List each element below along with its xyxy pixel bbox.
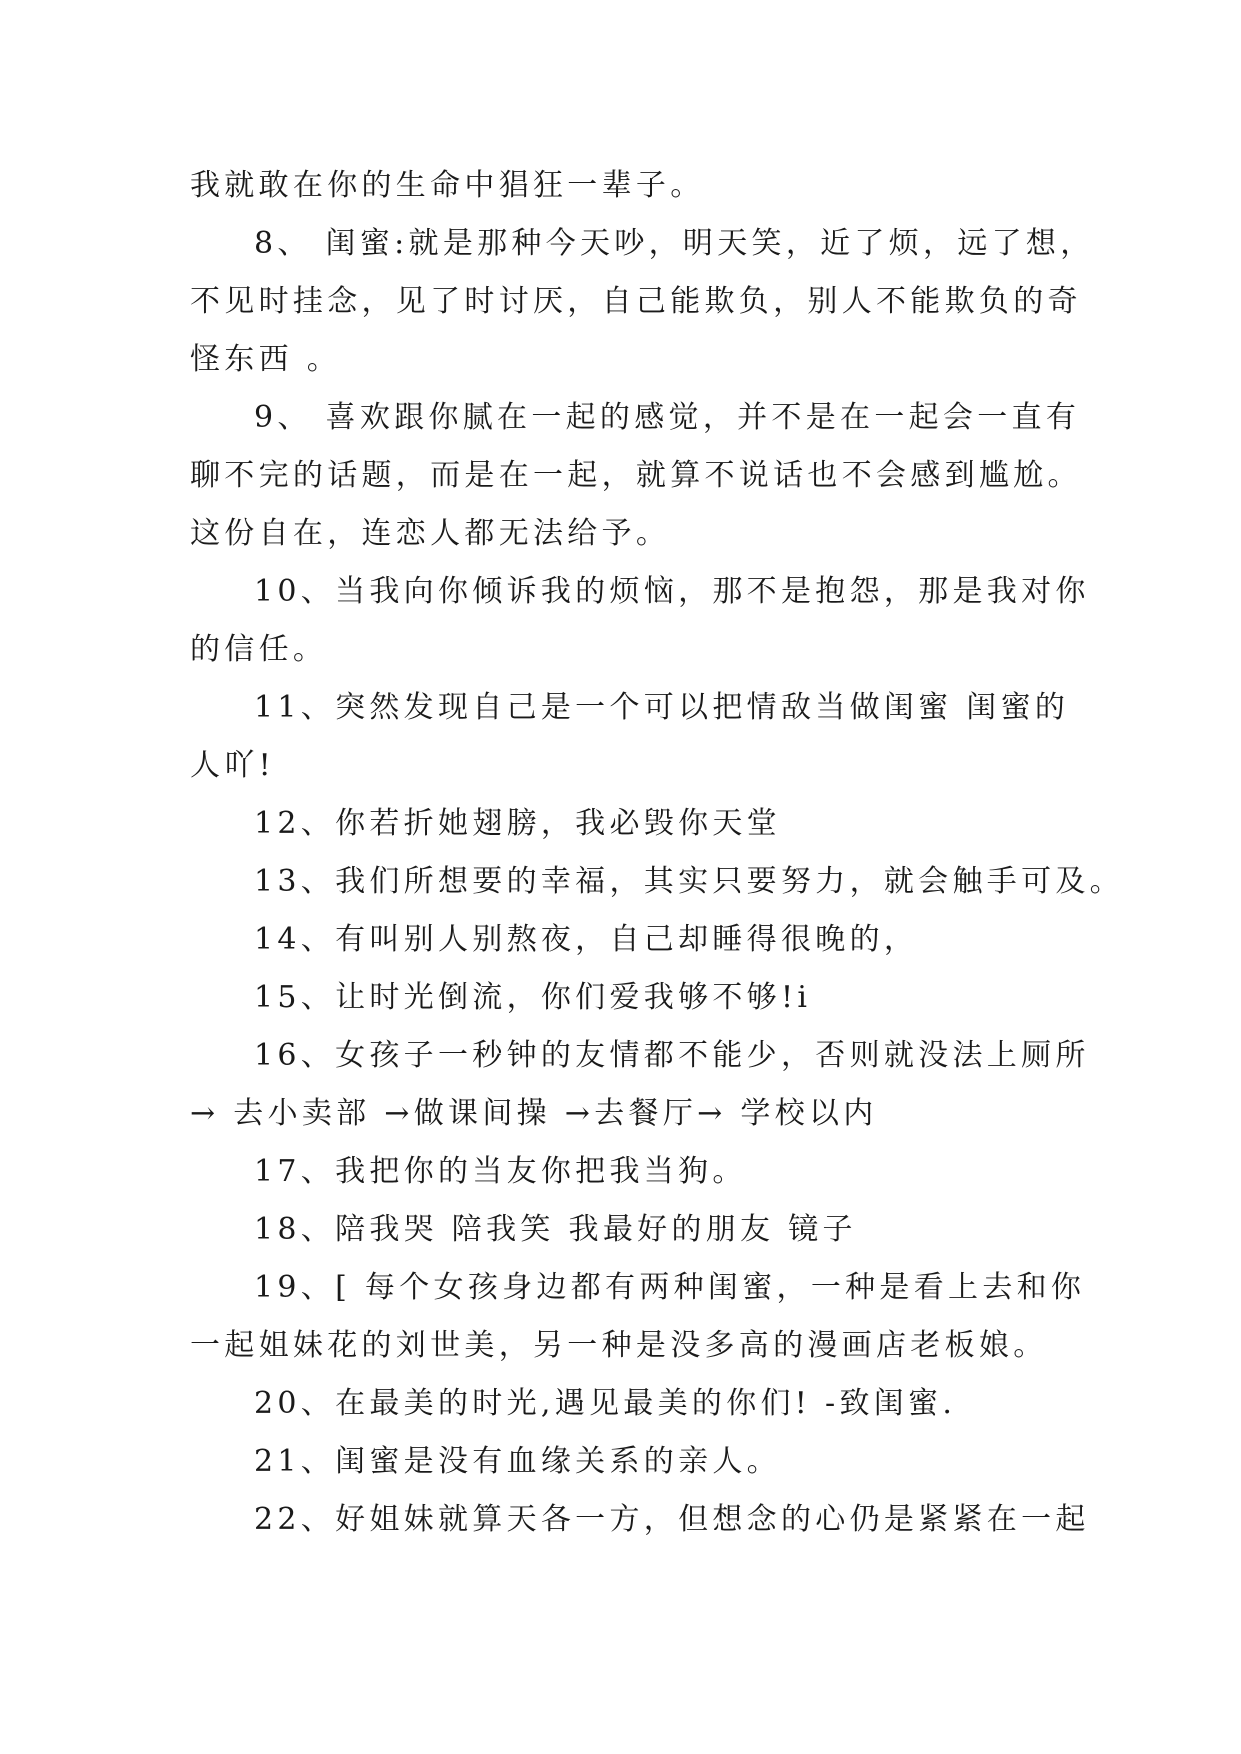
text-line: 的信任。 xyxy=(190,632,328,667)
text-line: 14、有叫别人别熬夜，自己却睡得很晚的， xyxy=(254,922,919,957)
text-line: 18、陪我哭 陪我笑 我最好的朋友 镜子 xyxy=(254,1212,857,1247)
text-line: 聊不完的话题，而是在一起，就算不说话也不会感到尴尬。 xyxy=(190,458,1082,493)
text-line: 15、让时光倒流，你们爱我够不够!i xyxy=(254,980,812,1015)
text-line: 8、 闺蜜:就是那种今天吵，明天笑，近了烦，远了想， xyxy=(254,226,1095,261)
text-line: 不见时挂念，见了时讨厌，自己能欺负，别人不能欺负的奇 xyxy=(190,284,1082,319)
text-line: 16、女孩子一秒钟的友情都不能少，否则就没法上厕所 xyxy=(254,1038,1090,1073)
text-line: 12、你若折她翅膀，我必毁你天堂 xyxy=(254,806,781,841)
text-line: 19、[ 每个女孩身边都有两种闺蜜，一种是看上去和你 xyxy=(254,1270,1086,1305)
text-line: 10、当我向你倾诉我的烦恼，那不是抱怨，那是我对你 xyxy=(254,574,1090,609)
text-line: 22、好姐妹就算天各一方，但想念的心仍是紧紧在一起 xyxy=(254,1502,1090,1537)
text-line: 20、在最美的时光,遇见最美的你们! -致闺蜜. xyxy=(254,1386,957,1421)
text-line: 一起姐妹花的刘世美，另一种是没多高的漫画店老板娘。 xyxy=(190,1328,1048,1363)
text-line: 怪东西 。 xyxy=(190,342,342,377)
text-line: 9、 喜欢跟你腻在一起的感觉，并不是在一起会一直有 xyxy=(254,400,1081,435)
text-line: 人吖! xyxy=(190,748,275,783)
text-line: 这份自在，连恋人都无法给予。 xyxy=(190,516,671,551)
text-line: 13、我们所想要的幸福，其实只要努力，就会触手可及。 xyxy=(254,864,1124,899)
text-line: 11、突然发现自己是一个可以把情敌当做闺蜜 闺蜜的 xyxy=(254,690,1070,725)
text-line: 17、我把你的当友你把我当狗。 xyxy=(254,1154,747,1189)
text-line: 我就敢在你的生命中猖狂一辈子。 xyxy=(190,168,705,203)
text-line: → 去小卖部 →做课间操 →去餐厅→ 学校以内 xyxy=(190,1096,878,1131)
text-line: 21、闺蜜是没有血缘关系的亲人。 xyxy=(254,1444,781,1479)
